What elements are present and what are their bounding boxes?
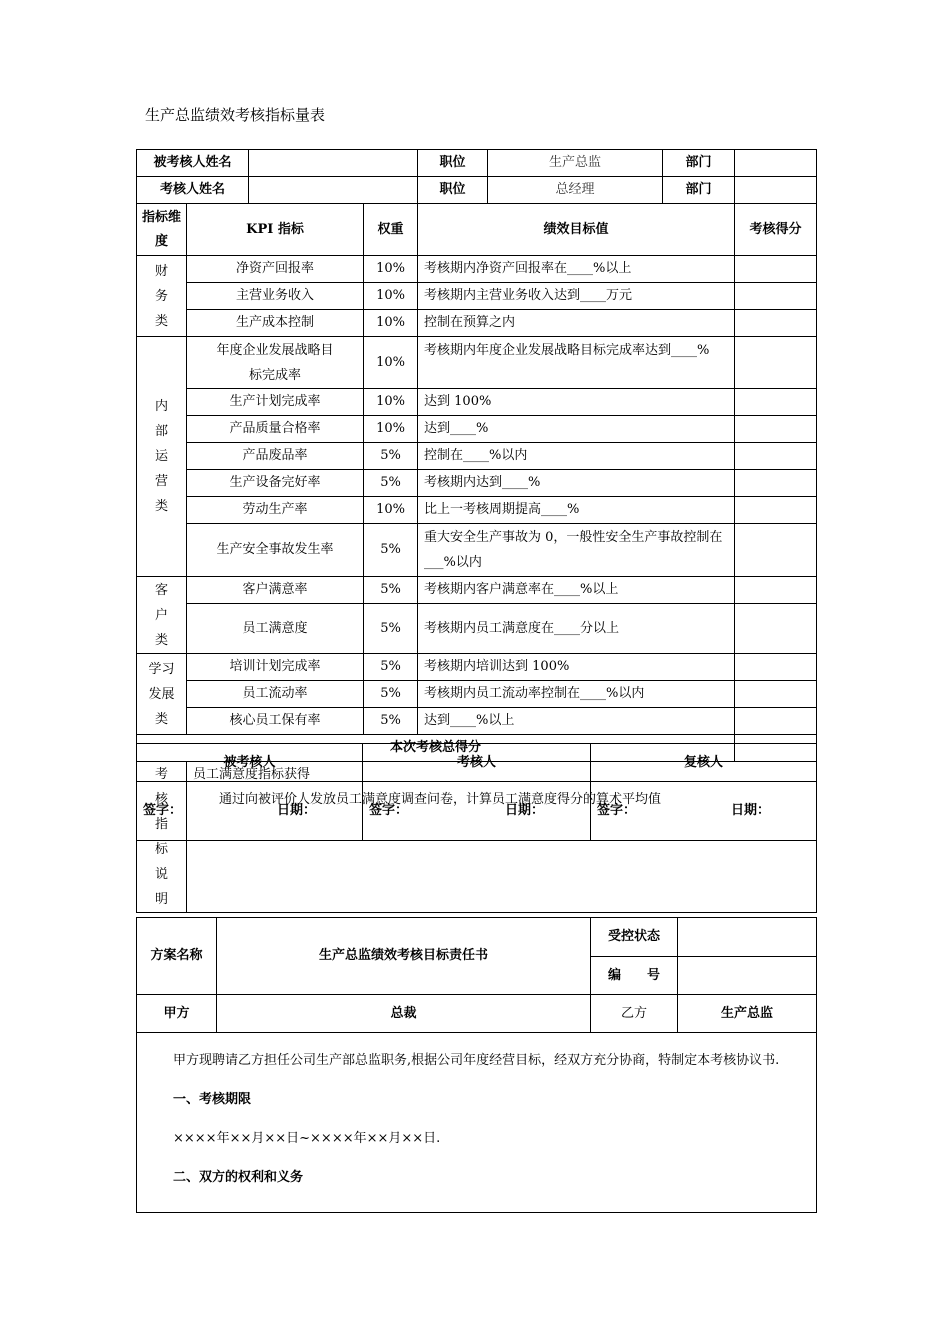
control-status-label: 受控状态 bbox=[591, 918, 678, 957]
kpi-name: 劳动生产率 bbox=[187, 497, 364, 524]
signer-role-appraisee: 被考核人 bbox=[137, 744, 363, 782]
signature-field-appraisee[interactable] bbox=[137, 782, 363, 841]
kpi-weight: 5% bbox=[364, 708, 418, 735]
kpi-score-field[interactable] bbox=[735, 443, 817, 470]
document-title: 生产总监绩效考核指标量表 bbox=[145, 106, 326, 124]
col-header-score: 考核得分 bbox=[735, 204, 817, 256]
signature-field-reviewer[interactable] bbox=[591, 782, 817, 841]
section-heading-rights: 二、双方的权利和义务 bbox=[173, 1170, 304, 1185]
kpi-name: 核心员工保有率 bbox=[187, 708, 364, 735]
kpi-name: 生产安全事故发生率 bbox=[187, 524, 364, 577]
appraiser-dept-field[interactable] bbox=[735, 177, 817, 204]
note-title: 员工满意度指标获得 bbox=[193, 767, 311, 782]
party-b-label: 乙方 bbox=[591, 995, 678, 1033]
kpi-name: 生产成本控制 bbox=[187, 310, 364, 337]
agreement-paragraph: 甲方现聘请乙方担任公司生产部总监职务,根据公司年度经营目标，经双方充分协商，特制定本考核协议书. bbox=[173, 1053, 780, 1068]
signature-table bbox=[136, 743, 817, 841]
col-header-kpi: KPI 指标 bbox=[187, 204, 364, 256]
kpi-weight: 10% bbox=[364, 416, 418, 443]
kpi-row bbox=[137, 524, 817, 577]
kpi-name: 净资产回报率 bbox=[187, 256, 364, 283]
kpi-score-field[interactable] bbox=[735, 337, 817, 389]
appraisee-position-label: 职位 bbox=[418, 150, 488, 177]
kpi-target: 重大安全生产事故为 0，一般性安全生产事故控制在___%以内 bbox=[418, 524, 735, 577]
kpi-row bbox=[137, 604, 817, 654]
kpi-row bbox=[137, 256, 817, 283]
kpi-score-field[interactable] bbox=[735, 310, 817, 337]
section-heading-period: 一、考核期限 bbox=[173, 1092, 252, 1107]
kpi-name: 客户满意率 bbox=[187, 577, 364, 604]
kpi-target: 达到____%以上 bbox=[418, 708, 735, 735]
kpi-name: 生产设备完好率 bbox=[187, 470, 364, 497]
kpi-row bbox=[137, 470, 817, 497]
kpi-name: 培训计划完成率 bbox=[187, 654, 364, 681]
kpi-row bbox=[137, 337, 817, 389]
plan-table bbox=[136, 917, 817, 1213]
kpi-score-field[interactable] bbox=[735, 604, 817, 654]
col-header-dimension: 指标维度 bbox=[137, 204, 187, 256]
kpi-row bbox=[137, 708, 817, 735]
appraiser-position-label: 职位 bbox=[418, 177, 488, 204]
kpi-weight: 5% bbox=[364, 443, 418, 470]
kpi-row bbox=[137, 577, 817, 604]
total-score-label: 本次考核总得分 bbox=[137, 735, 735, 762]
signer-role-appraiser: 考核人 bbox=[363, 744, 591, 782]
dimension-label-customer: 客户类 bbox=[137, 577, 187, 654]
kpi-weight: 10% bbox=[364, 256, 418, 283]
col-header-weight: 权重 bbox=[364, 204, 418, 256]
appraiser-name-field[interactable] bbox=[249, 177, 418, 204]
date-label: 日期： bbox=[276, 803, 316, 818]
sign-label: 签字： bbox=[143, 803, 183, 818]
kpi-target: 考核期内培训达到 100% bbox=[418, 654, 735, 681]
kpi-name: 生产计划完成率 bbox=[187, 389, 364, 416]
kpi-target: 考核期内员工流动率控制在____%以内 bbox=[418, 681, 735, 708]
appraisee-name-field[interactable] bbox=[249, 150, 418, 177]
kpi-score-field[interactable] bbox=[735, 524, 817, 577]
kpi-score-field[interactable] bbox=[735, 681, 817, 708]
kpi-score-field[interactable] bbox=[735, 654, 817, 681]
agreement-row bbox=[137, 1033, 817, 1213]
column-header-row bbox=[137, 204, 817, 256]
kpi-weight: 5% bbox=[364, 524, 418, 577]
dimension-label-finance: 财务类 bbox=[137, 256, 187, 337]
kpi-target: 考核期内主营业务收入达到____万元 bbox=[418, 283, 735, 310]
kpi-target: 考核期内员工满意度在____分以上 bbox=[418, 604, 735, 654]
kpi-weight: 5% bbox=[364, 604, 418, 654]
note-label: 考核指标说明 bbox=[137, 762, 187, 913]
date-label: 日期： bbox=[504, 803, 544, 818]
kpi-target: 比上一考核周期提高____% bbox=[418, 497, 735, 524]
control-status-field[interactable] bbox=[678, 918, 817, 957]
sign-label: 签字： bbox=[369, 803, 409, 818]
signer-role-reviewer: 复核人 bbox=[591, 744, 817, 782]
kpi-score-field[interactable] bbox=[735, 497, 817, 524]
kpi-weight: 5% bbox=[364, 577, 418, 604]
kpi-name: 员工流动率 bbox=[187, 681, 364, 708]
date-label: 日期： bbox=[730, 803, 770, 818]
signature-field-row bbox=[137, 782, 817, 841]
kpi-name: 产品废品率 bbox=[187, 443, 364, 470]
appraisee-name-label: 被考核人姓名 bbox=[137, 150, 249, 177]
dimension-label-learning: 学习发展类 bbox=[137, 654, 187, 735]
kpi-row bbox=[137, 681, 817, 708]
kpi-score-field[interactable] bbox=[735, 708, 817, 735]
kpi-target: 达到 100% bbox=[418, 389, 735, 416]
party-a-label: 甲方 bbox=[137, 995, 217, 1033]
appraisee-dept-label: 部门 bbox=[663, 150, 735, 177]
col-header-target: 绩效目标值 bbox=[418, 204, 735, 256]
kpi-weight: 10% bbox=[364, 283, 418, 310]
kpi-weight: 5% bbox=[364, 681, 418, 708]
plan-row-control bbox=[137, 918, 817, 957]
kpi-row bbox=[137, 497, 817, 524]
kpi-row bbox=[137, 389, 817, 416]
plan-name-label: 方案名称 bbox=[137, 918, 217, 995]
kpi-row bbox=[137, 654, 817, 681]
kpi-weight: 10% bbox=[364, 310, 418, 337]
note-text: 通过向被评价人发放员工满意度调查问卷，计算员工满意度得分的算术平均值 bbox=[219, 792, 662, 807]
appraiser-name-label: 考核人姓名 bbox=[137, 177, 249, 204]
kpi-name: 产品质量合格率 bbox=[187, 416, 364, 443]
kpi-name: 员工满意度 bbox=[187, 604, 364, 654]
kpi-score-field[interactable] bbox=[735, 389, 817, 416]
kpi-name: 年度企业发展战略目标完成率 bbox=[187, 337, 364, 389]
kpi-score-field[interactable] bbox=[735, 256, 817, 283]
kpi-weight: 5% bbox=[364, 470, 418, 497]
kpi-score-field[interactable] bbox=[735, 416, 817, 443]
kpi-target: 考核期内净资产回报率在____%以上 bbox=[418, 256, 735, 283]
kpi-row bbox=[137, 283, 817, 310]
kpi-weight: 10% bbox=[364, 337, 418, 389]
kpi-target: 控制在预算之内 bbox=[418, 310, 735, 337]
kpi-weight: 5% bbox=[364, 654, 418, 681]
kpi-row bbox=[137, 443, 817, 470]
plan-row-parties bbox=[137, 995, 817, 1033]
number-field[interactable] bbox=[678, 957, 817, 995]
header-row-appraiser bbox=[137, 177, 817, 204]
kpi-target: 达到____% bbox=[418, 416, 735, 443]
kpi-target: 考核期内达到____% bbox=[418, 470, 735, 497]
dimension-label-operations: 内部运营类 bbox=[137, 337, 187, 577]
sign-label: 签字： bbox=[597, 803, 637, 818]
party-a-value: 总裁 bbox=[217, 995, 591, 1033]
kpi-weight: 10% bbox=[364, 389, 418, 416]
kpi-score-field[interactable] bbox=[735, 283, 817, 310]
signature-role-row bbox=[137, 744, 817, 782]
kpi-target: 考核期内客户满意率在____%以上 bbox=[418, 577, 735, 604]
plan-name-value: 生产总监绩效考核目标责任书 bbox=[217, 918, 591, 995]
appraisee-position-value: 生产总监 bbox=[488, 150, 663, 177]
agreement-text bbox=[137, 1033, 817, 1213]
kpi-row bbox=[137, 416, 817, 443]
signature-field-appraiser[interactable] bbox=[363, 782, 591, 841]
kpi-name: 主营业务收入 bbox=[187, 283, 364, 310]
kpi-score-field[interactable] bbox=[735, 577, 817, 604]
kpi-score-field[interactable] bbox=[735, 470, 817, 497]
kpi-target: 考核期内年度企业发展战略目标完成率达到____% bbox=[418, 337, 735, 389]
appraisee-dept-field[interactable] bbox=[735, 150, 817, 177]
number-label: 编 号 bbox=[591, 957, 678, 995]
kpi-weight: 10% bbox=[364, 497, 418, 524]
kpi-row bbox=[137, 310, 817, 337]
party-b-value: 生产总监 bbox=[678, 995, 817, 1033]
appraiser-position-value: 总经理 bbox=[488, 177, 663, 204]
kpi-target: 控制在____%以内 bbox=[418, 443, 735, 470]
assessment-period: ××××年××月××日~××××年××月××日. bbox=[173, 1131, 441, 1146]
appraiser-dept-label: 部门 bbox=[663, 177, 735, 204]
header-row-appraisee bbox=[137, 150, 817, 177]
